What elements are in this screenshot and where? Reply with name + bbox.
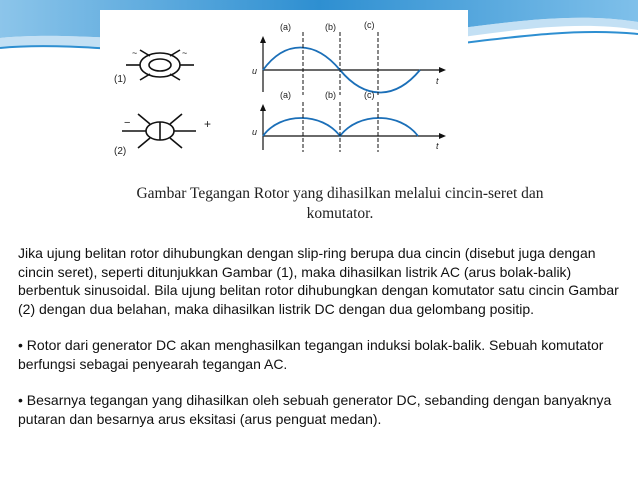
body-text — [18, 244, 624, 446]
dc-rectified-waveform-plot — [252, 90, 446, 152]
paragraph-voltage-proportional: • Besarnya tegangan yang dihasilkan oleh sebuah generator DC, sebanding dengan banyaknya putaran dan besarnya arus eksitasi (arus penguat medan). — [18, 392, 612, 427]
svg-text:~: ~ — [132, 48, 138, 58]
commutator-diagram — [122, 114, 196, 148]
figure-label-2: (2) — [114, 146, 127, 157]
minus-sign: − — [124, 117, 131, 129]
marker-b-bottom: (b) — [325, 90, 336, 100]
ac-waveform-plot — [252, 20, 446, 95]
paragraph-rotor-ac: • Rotor dari generator DC akan menghasilkan tegangan induksi bolak-balik. Sebuah komutator berfungsi sebagai penyearah tegangan AC. — [18, 337, 604, 372]
axis-y-label: u — [252, 66, 258, 76]
axis-x-label-bottom: t — [436, 141, 439, 151]
plus-sign: + — [204, 117, 212, 131]
marker-a-bottom: (a) — [280, 90, 291, 100]
figure-caption — [60, 184, 620, 224]
axis-x-label: t — [436, 76, 439, 86]
marker-c-bottom: (c) — [364, 90, 375, 100]
figure-label-1: (1) — [114, 74, 127, 85]
caption-line-2: komutator. — [306, 205, 374, 222]
rotor-voltage-figure — [100, 10, 468, 158]
svg-text:~: ~ — [182, 48, 188, 58]
marker-c-top: (c) — [364, 20, 375, 30]
axis-y-label-bottom: u — [252, 127, 258, 137]
paragraph-slip-ring-commutator: Jika ujung belitan rotor dihubungkan dengan slip-ring berupa dua cincin (disebut juga dengan cincin seret), seperti ditunjukkan Gambar (1), maka dihasilkan listrik AC (arus bolak-balik) berbentuk sinusoidal. Bila ujung belitan rotor dihubungkan dengan komutator satu cincin Gambar (2) dengan dua belahan, maka dihasilkan listrik DC dengan dua gelombang positip. — [18, 245, 619, 317]
marker-b-top: (b) — [325, 22, 336, 32]
caption-line-1: Gambar Tegangan Rotor yang dihasilkan melalui cincin-seret dan — [136, 185, 544, 202]
marker-a-top: (a) — [280, 22, 291, 32]
